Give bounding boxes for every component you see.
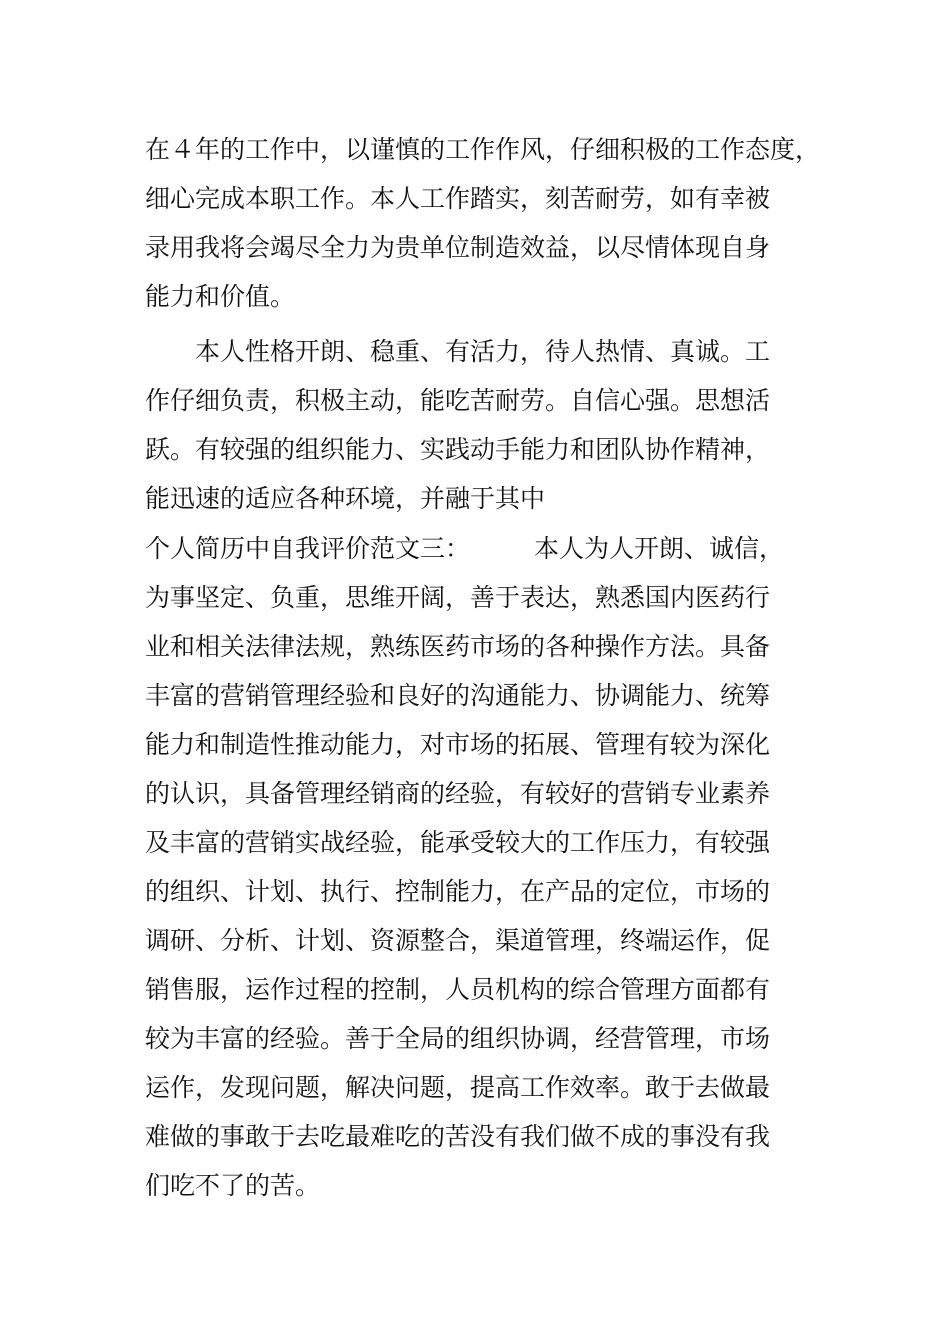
paragraph-line: 调研、分析、计划、资源整合，渠道管理，终端运作，促	[145, 926, 771, 955]
paragraph-line: 能力和价值。	[145, 282, 296, 311]
paragraph-line: 本人性格开朗、稳重、有活力，待人热情、真诚。工	[195, 337, 771, 366]
paragraph-line: 的组织、计划、执行、控制能力，在产品的定位，市场的	[145, 877, 771, 906]
paragraph-line: 运作，发现问题，解决问题，提高工作效率。敢于去做最	[145, 1073, 771, 1102]
section-heading: 个人简历中自我评价范文三：	[145, 534, 471, 563]
paragraph-line: 跃。有较强的组织能力、实践动手能力和团队协作精神，	[145, 435, 771, 464]
section-heading-line	[145, 533, 784, 565]
paragraph-line: 能迅速的适应各种环境，并融于其中	[145, 484, 546, 513]
paragraph-line: 的认识，具备管理经销商的经验，有较好的营销专业素养	[145, 779, 771, 808]
paragraph-line: 难做的事敢于去吃最难吃的苦没有我们做不成的事没有我	[145, 1122, 771, 1151]
paragraph-line: 丰富的营销管理经验和良好的沟通能力、协调能力、统筹	[145, 681, 771, 710]
paragraph-line: 及丰富的营销实战经验，能承受较大的工作压力，有较强	[145, 828, 771, 857]
paragraph-line: 为事坚定、负重，思维开阔，善于表达，熟悉国内医药行	[145, 583, 771, 612]
paragraph-line: 销售服，运作过程的控制，人员机构的综合管理方面都有	[145, 975, 771, 1004]
paragraph-line: 业和相关法律法规，熟练医药市场的各种操作方法。具备	[145, 632, 771, 661]
paragraph-line: 能力和制造性推动能力，对市场的拓展、管理有较为深化	[145, 730, 771, 759]
paragraph-line: 细心完成本职工作。本人工作踏实，刻苦耐劳，如有幸被	[145, 184, 771, 213]
paragraph-line: 们吃不了的苦。	[145, 1171, 321, 1200]
paragraph-line: 较为丰富的经验。善于全局的组织协调，经营管理，市场	[145, 1024, 771, 1053]
paragraph-line: 录用我将会竭尽全力为贵单位制造效益，以尽情体现自身	[145, 233, 771, 262]
paragraph-line: 在４年的工作中，以谨慎的工作作风，仔细积极的工作态度，	[145, 135, 821, 164]
paragraph-line: 作仔细负责，积极主动，能吃苦耐劳。自信心强。思想活	[145, 386, 771, 415]
section-first-line-text: 本人为人开朗、诚信，	[534, 534, 785, 563]
